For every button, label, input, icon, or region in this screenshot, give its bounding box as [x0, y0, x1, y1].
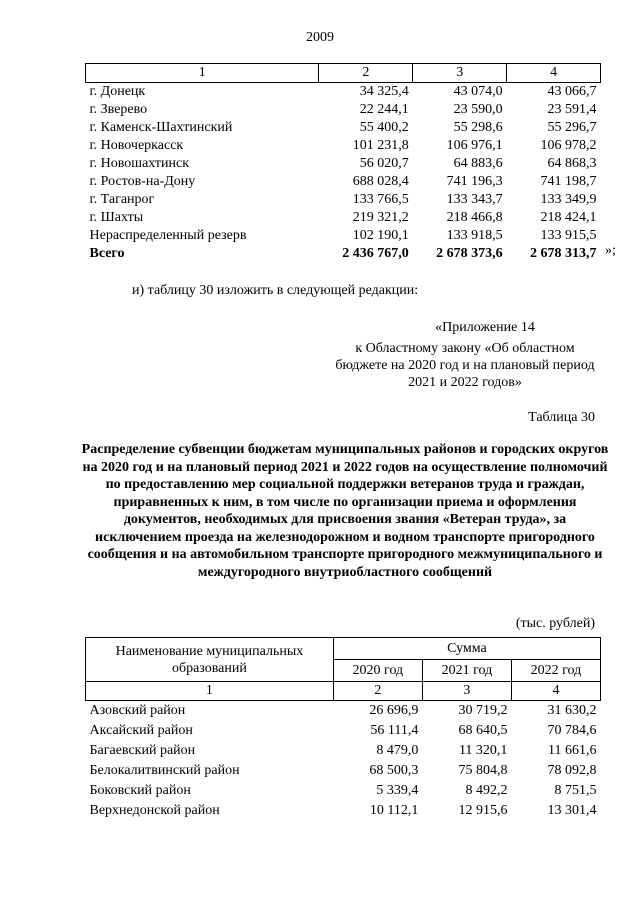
cell-value: 64 868,3 [547, 156, 597, 171]
appendix-title: «Приложение 14 [435, 320, 535, 335]
column-number: 1 [86, 682, 334, 701]
table-row [86, 119, 601, 137]
row-name: Верхнедонской район [89, 803, 220, 818]
table-header-row [86, 638, 601, 660]
cell-value: 106 976,1 [446, 138, 503, 153]
table-row [86, 191, 601, 209]
cell-value: 5 339,4 [376, 783, 419, 798]
row-name: Нераспределенный резерв [89, 228, 247, 243]
table-row [86, 137, 601, 155]
cell-value: 22 244,1 [359, 102, 409, 117]
cell-value: 11 320,1 [458, 743, 508, 758]
amendment-paragraph: и) таблицу 30 изложить в следующей редакции: [132, 283, 419, 298]
cell-value: 68 500,3 [369, 763, 419, 778]
table-row [86, 741, 601, 761]
cell-value: 218 424,1 [540, 210, 597, 225]
row-name: г. Шахты [89, 210, 144, 225]
cell-value: 8 479,0 [376, 743, 419, 758]
cell-value: 8 751,5 [554, 783, 597, 798]
cell-value: 23 590,0 [453, 102, 503, 117]
total-label: Всего [89, 246, 125, 261]
cell-value: 56 111,4 [370, 723, 419, 738]
column-number: 2 [333, 682, 422, 701]
cell-value: 218 466,8 [446, 210, 503, 225]
appendix-reference: к Областному закону «Об областном бюджете на 2020 год и на плановый период 2021 и 2022 годов» [335, 341, 595, 390]
column-number: 4 [507, 64, 601, 83]
table-row [86, 801, 601, 821]
subsidy-table-continued [85, 63, 601, 263]
cell-value: 133 766,5 [352, 192, 409, 207]
cell-value: 56 020,7 [359, 156, 409, 171]
cell-value: 55 298,6 [453, 120, 503, 135]
column-number: 3 [413, 64, 507, 83]
table-row [86, 209, 601, 227]
cell-value: 70 784,6 [547, 723, 597, 738]
cell-value: 78 092,8 [547, 763, 597, 778]
cell-value: 106 978,2 [540, 138, 597, 153]
column-number: 2 [319, 64, 413, 83]
table-row [86, 227, 601, 245]
cell-value: 688 028,4 [352, 174, 409, 189]
table-row [86, 721, 601, 741]
cell-value: 12 915,6 [458, 803, 508, 818]
row-name: г. Ростов-на-Дону [89, 174, 196, 189]
table-row [86, 701, 601, 722]
column-header-name: Наименование муниципальных образований [86, 638, 334, 682]
closing-quote: »; [605, 243, 616, 258]
total-value: 2 678 313,7 [530, 246, 597, 261]
column-number: 3 [422, 682, 511, 701]
column-header-year: 2022 год [511, 660, 600, 682]
cell-value: 133 918,5 [446, 228, 503, 243]
total-row [86, 245, 601, 263]
table-number: Таблица 30 [528, 410, 595, 425]
cell-value: 23 591,4 [547, 102, 597, 117]
column-header-year: 2020 год [333, 660, 422, 682]
page-number: 2009 [306, 30, 334, 45]
row-name: Аксайский район [89, 723, 193, 738]
cell-value: 64 883,6 [453, 156, 503, 171]
row-name: г. Новочеркасск [89, 138, 184, 153]
cell-value: 741 198,7 [540, 174, 597, 189]
column-header-year: 2021 год [422, 660, 511, 682]
table-row [86, 83, 601, 102]
row-name: Боковский район [89, 783, 191, 798]
cell-value: 741 196,3 [446, 174, 503, 189]
row-name: г. Зверево [89, 102, 148, 117]
column-header-sum: Сумма [333, 638, 600, 660]
cell-value: 43 066,7 [547, 84, 597, 99]
total-value: 2 436 767,0 [342, 246, 409, 261]
row-name: г. Таганрог [89, 192, 155, 207]
cell-value: 133 349,9 [540, 192, 597, 207]
table-header-row [86, 682, 601, 701]
cell-value: 43 074,0 [453, 84, 503, 99]
cell-value: 55 400,2 [359, 120, 409, 135]
cell-value: 102 190,1 [352, 228, 409, 243]
subsidy-distribution-table [85, 637, 601, 821]
cell-value: 31 630,2 [547, 703, 597, 718]
table-header-row [86, 64, 601, 83]
cell-value: 133 343,7 [446, 192, 503, 207]
table-row [86, 761, 601, 781]
row-name: Багаевский район [89, 743, 196, 758]
table-row [86, 155, 601, 173]
units-label: (тыс. рублей) [515, 616, 595, 631]
cell-value: 10 112,1 [369, 803, 419, 818]
row-name: г. Новошахтинск [89, 156, 190, 171]
cell-value: 133 915,5 [540, 228, 597, 243]
cell-value: 55 296,7 [547, 120, 597, 135]
cell-value: 13 301,4 [547, 803, 597, 818]
column-number: 4 [511, 682, 600, 701]
cell-value: 101 231,8 [352, 138, 409, 153]
row-name: г. Донецк [89, 84, 146, 99]
table-row [86, 101, 601, 119]
cell-value: 30 719,2 [458, 703, 508, 718]
cell-value: 75 804,8 [458, 763, 508, 778]
column-number: 1 [86, 64, 319, 83]
table-heading: Распределение субвенции бюджетам муниципальных районов и городских округов на 2020 год и на плановый период 2021 и 2022 годов на осуществление полномочий по предоставлению мер социальной поддержки ветеранов труда и граждан, приравненных к ним, в том числе по организации приема и оформления документов, необходимых для присвоения звания «Ветеран труда», за исключением проезда на железнодорожном и водном транспорте пригородного сообщения и на автомобильном транспорте пригородного межмуниципального и междугородного внутриобластного сообщений [81, 442, 609, 580]
table-row [86, 173, 601, 191]
cell-value: 11 661,6 [548, 743, 597, 758]
row-name: Белокалитвинский район [89, 763, 240, 778]
cell-value: 219 321,2 [352, 210, 409, 225]
total-value: 2 678 373,6 [436, 246, 503, 261]
table-row [86, 781, 601, 801]
cell-value: 34 325,4 [359, 84, 409, 99]
cell-value: 8 492,2 [465, 783, 508, 798]
row-name: Азовский район [89, 703, 186, 718]
cell-value: 68 640,5 [458, 723, 508, 738]
row-name: г. Каменск-Шахтинский [89, 120, 233, 135]
cell-value: 26 696,9 [369, 703, 419, 718]
